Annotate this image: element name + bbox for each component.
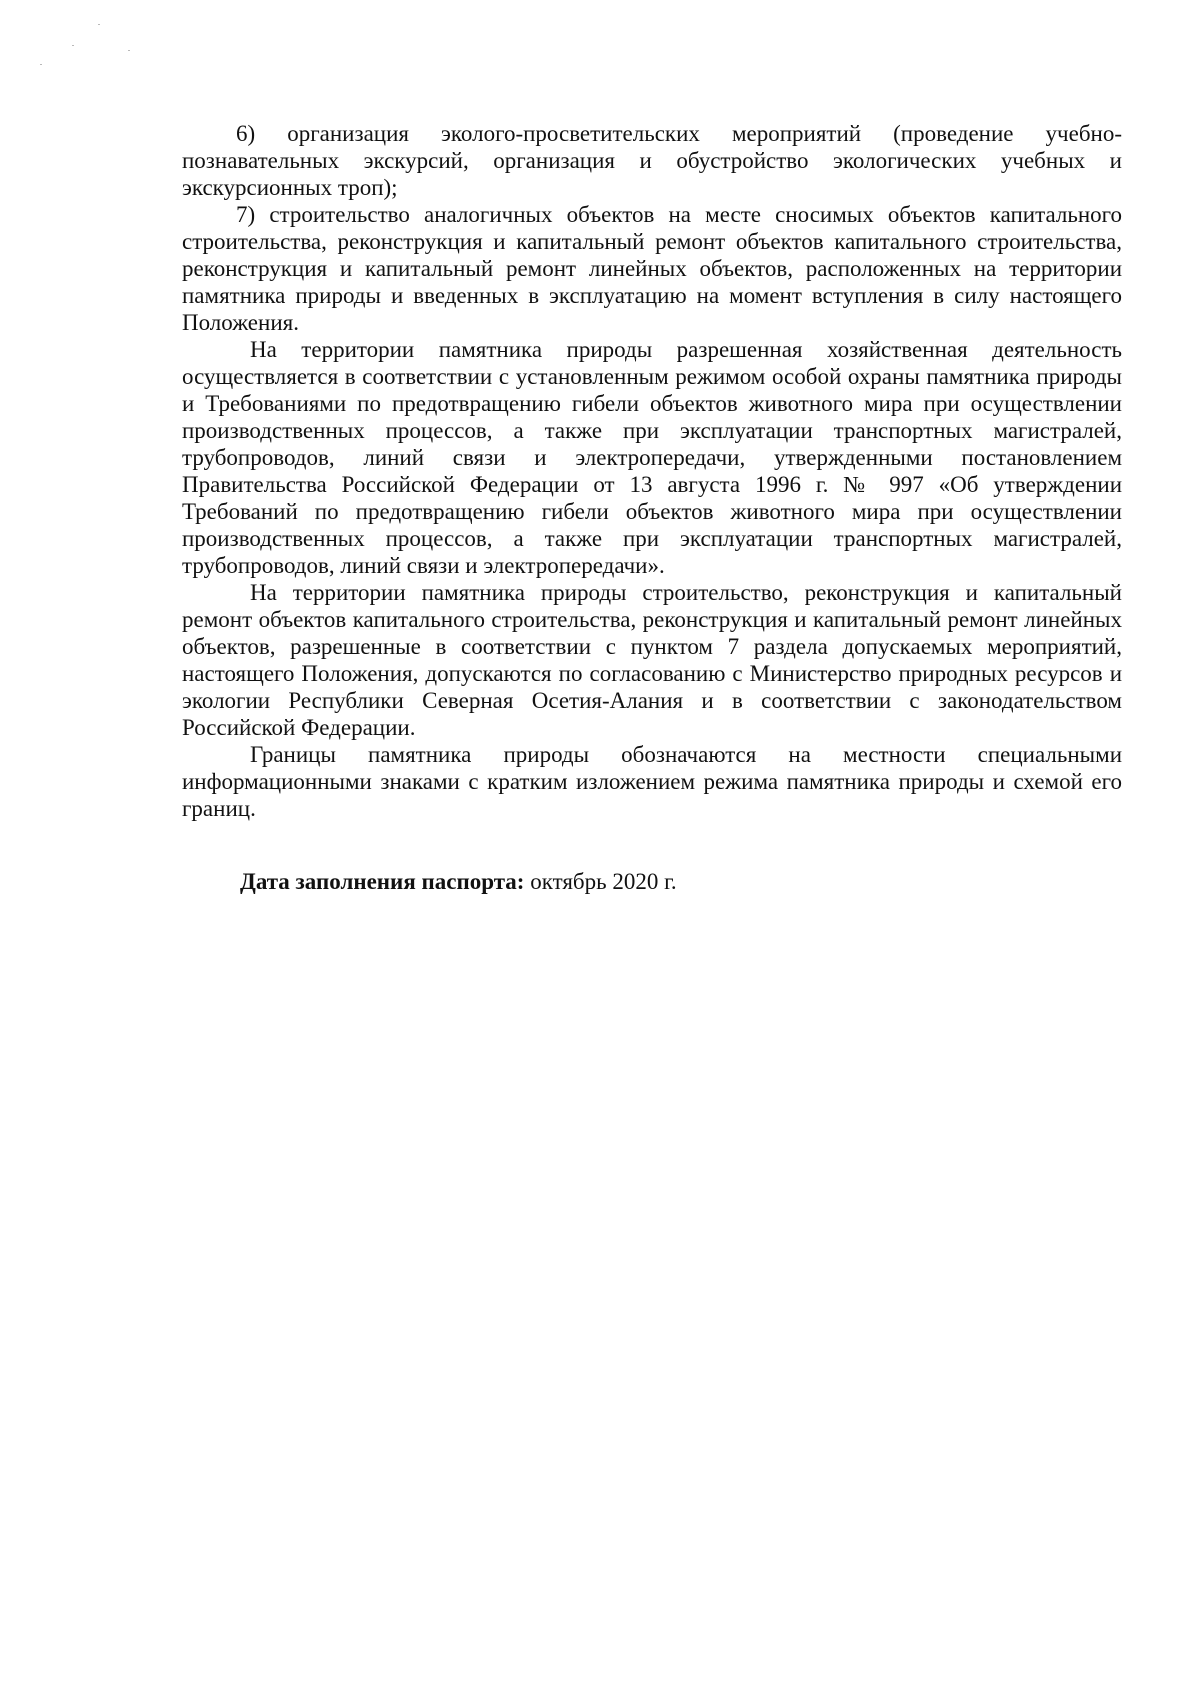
passport-date-value: октябрь 2020 г. bbox=[524, 869, 677, 894]
document-body bbox=[182, 120, 1122, 822]
scan-speck bbox=[128, 50, 130, 51]
paragraph-construction: На территории памятника природы строительство, реконструкция и капитальный ремонт объектов капитального строительства, реконструкция и капитальный ремонт линейных объектов, разрешенные в соответствии с пунктом 7 раздела допускаемых мероприятий, настоящего Положения, допускаются по согласованию с Министерство природных ресурсов и экологии Республики Северная Осетия-Алания и в соответствии с законодательством Российской Федерации. bbox=[182, 580, 1122, 740]
passport-date-label: Дата заполнения паспорта: bbox=[240, 869, 525, 894]
passport-date bbox=[240, 868, 677, 895]
paragraph-item-6: 6) организация эколого-просветительских мероприятий (проведение учебно-познавательных экскурсий, организация и обустройство экологических учебных и экскурсионных троп); bbox=[182, 121, 1122, 200]
paragraph-permitted-activity: На территории памятника природы разрешенная хозяйственная деятельность осуществляется в соответствии с установленным режимом особой охраны памятника природы и Требованиями по предотвращению гибели объектов животного мира при осуществлении производственных процессов, а также при эксплуатации транспортных магистралей, трубопроводов, линий связи и электропередачи, утвержденными постановлением Правительства Российской Федерации от 13 августа 1996 г. № 997 «Об утверждении Требований по предотвращению гибели объектов животного мира при осуществлении производственных процессов, а также при эксплуатации транспортных магистралей, трубопроводов, линий связи и электропередачи». bbox=[182, 337, 1122, 578]
scan-speck bbox=[40, 64, 42, 65]
paragraph-item-7: 7) строительство аналогичных объектов на месте сносимых объектов капитального строительства, реконструкция и капитальный ремонт объектов капитального строительства, реконструкция и капитальный ремонт линейных объектов, расположенных на территории памятника природы и введенных в эксплуатацию на момент вступления в силу настоящего Положения. bbox=[182, 202, 1122, 335]
scan-speck bbox=[72, 45, 74, 46]
scan-speck bbox=[98, 24, 100, 25]
paragraph-boundaries: Границы памятника природы обозначаются на местности специальными информационными знаками с кратким изложением режима памятника природы и схемой его границ. bbox=[182, 742, 1122, 821]
